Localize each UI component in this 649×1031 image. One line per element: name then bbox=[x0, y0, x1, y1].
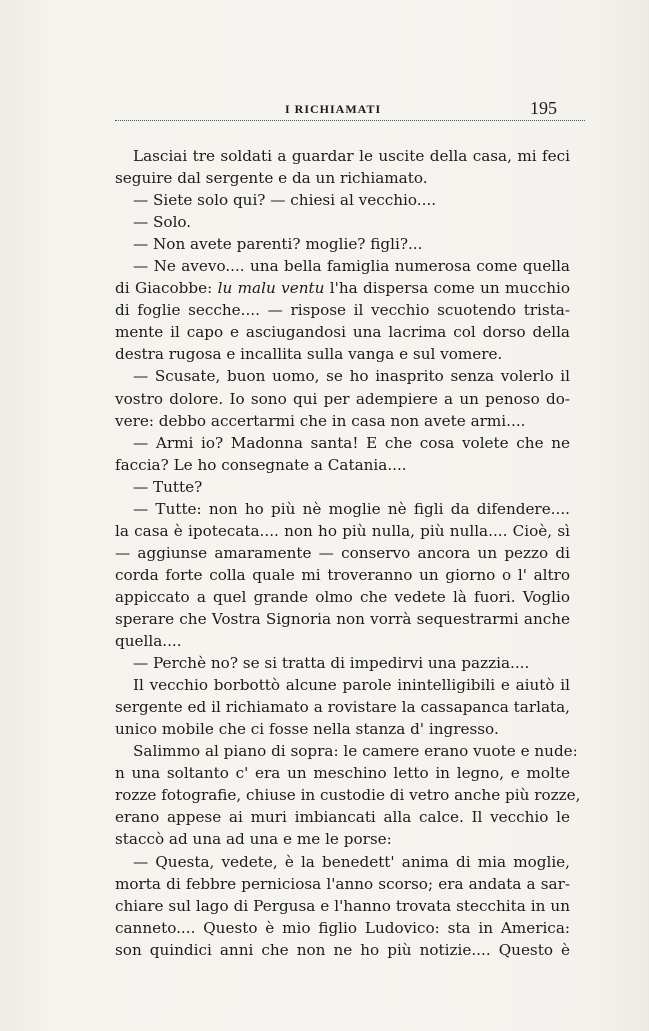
text-line: sperare che Vostra Signoria non vorrà sequestrarmi anche bbox=[115, 609, 570, 628]
text-line: sergente ed il richiamato a rovistare la cassapanca tarlata, bbox=[115, 698, 570, 717]
text-line: di Giacobbe: lu malu ventu l'ha dispersa come un mucchio bbox=[115, 279, 571, 298]
text-line: — Armi io? Madonna santa! E che cosa volete che ne bbox=[133, 433, 570, 452]
text-line: mente il capo e asciugandosi una lacrima col dorso della bbox=[115, 323, 570, 342]
text-line: son quindici anni che non ne ho più notizie.... Questo è bbox=[115, 940, 570, 959]
text-line: — Non avete parenti? moglie? figli?... bbox=[133, 235, 423, 254]
text-line: chiare sul lago di Pergusa e l'hanno trovata stecchita in un bbox=[115, 896, 570, 915]
page-number: 195 bbox=[530, 98, 557, 118]
text-line: — Ne avevo.... una bella famiglia numerosa come quella bbox=[133, 257, 570, 276]
text-line: — Tutte: non ho più nè moglie nè figli da difendere.... bbox=[133, 499, 570, 518]
text-line: Salimmo al piano di sopra: le camere erano vuote e nude: bbox=[133, 742, 578, 761]
text-line: quella.... bbox=[115, 632, 182, 651]
text-line: n una soltanto c' era un meschino letto in legno, e molte bbox=[115, 764, 570, 783]
text-line: seguire dal sergente e da un richiamato. bbox=[115, 169, 428, 188]
page-header bbox=[115, 98, 585, 122]
text-line: Lasciai tre soldati a guardar le uscite della casa, mi feci bbox=[133, 147, 570, 165]
text-line: staccò ad una ad una e me le porse: bbox=[115, 830, 392, 849]
text-line: appiccato a quel grande olmo che vedete là fuori. Voglio bbox=[115, 587, 570, 606]
text-line: vere: debbo accertarmi che in casa non avete armi.... bbox=[115, 411, 526, 430]
text-line: — Tutte? bbox=[133, 477, 203, 496]
text-line: unico mobile che ci fosse nella stanza d' ingresso. bbox=[115, 720, 499, 739]
text-line: Il vecchio borbottò alcune parole inintelligibili e aiutò il bbox=[133, 676, 570, 695]
running-title: I RICHIAMATI bbox=[285, 102, 382, 116]
text-line: vostro dolore. Io sono qui per adempiere a un penoso do- bbox=[115, 389, 570, 408]
text-line: corda forte colla quale mi troveranno un giorno o l' altro bbox=[115, 565, 570, 584]
text-line: — Questa, vedete, è la benedett' anima di mia moglie, bbox=[133, 852, 570, 871]
text-line: — Siete solo qui? — chiesi al vecchio.... bbox=[133, 191, 437, 210]
text-line: canneto.... Questo è mio figlio Ludovico: sta in America: bbox=[115, 918, 570, 937]
header-rule bbox=[115, 120, 585, 121]
text-line: destra rugosa e incallita sulla vanga e sul vomere. bbox=[115, 345, 503, 364]
text-line: — Solo. bbox=[133, 213, 192, 232]
text-line: morta di febbre perniciosa l'anno scorso; era andata a sar- bbox=[115, 874, 570, 893]
text-line: la casa è ipotecata.... non ho più nulla, più nulla.... Cioè, sì bbox=[115, 521, 570, 540]
text-line: rozze fotografie, chiuse in custodie di vetro anche più rozze, bbox=[115, 786, 581, 805]
text-line: di foglie secche.... — rispose il vecchio scuotendo trista- bbox=[115, 301, 570, 320]
text-line: — Scusate, buon uomo, se ho inasprito senza volerlo il bbox=[133, 367, 570, 386]
text-line: faccia? Le ho consegnate a Catania.... bbox=[115, 455, 407, 474]
text-line: — Perchè no? se si tratta di impedirvi una pazzia.... bbox=[133, 654, 530, 673]
text-line: — aggiunse amaramente — conservo ancora un pezzo di bbox=[115, 543, 570, 562]
body-text bbox=[115, 145, 581, 961]
italic-phrase: lu malu ventu bbox=[217, 279, 325, 298]
text-line: erano appese ai muri imbiancati alla calce. Il vecchio le bbox=[115, 808, 570, 827]
